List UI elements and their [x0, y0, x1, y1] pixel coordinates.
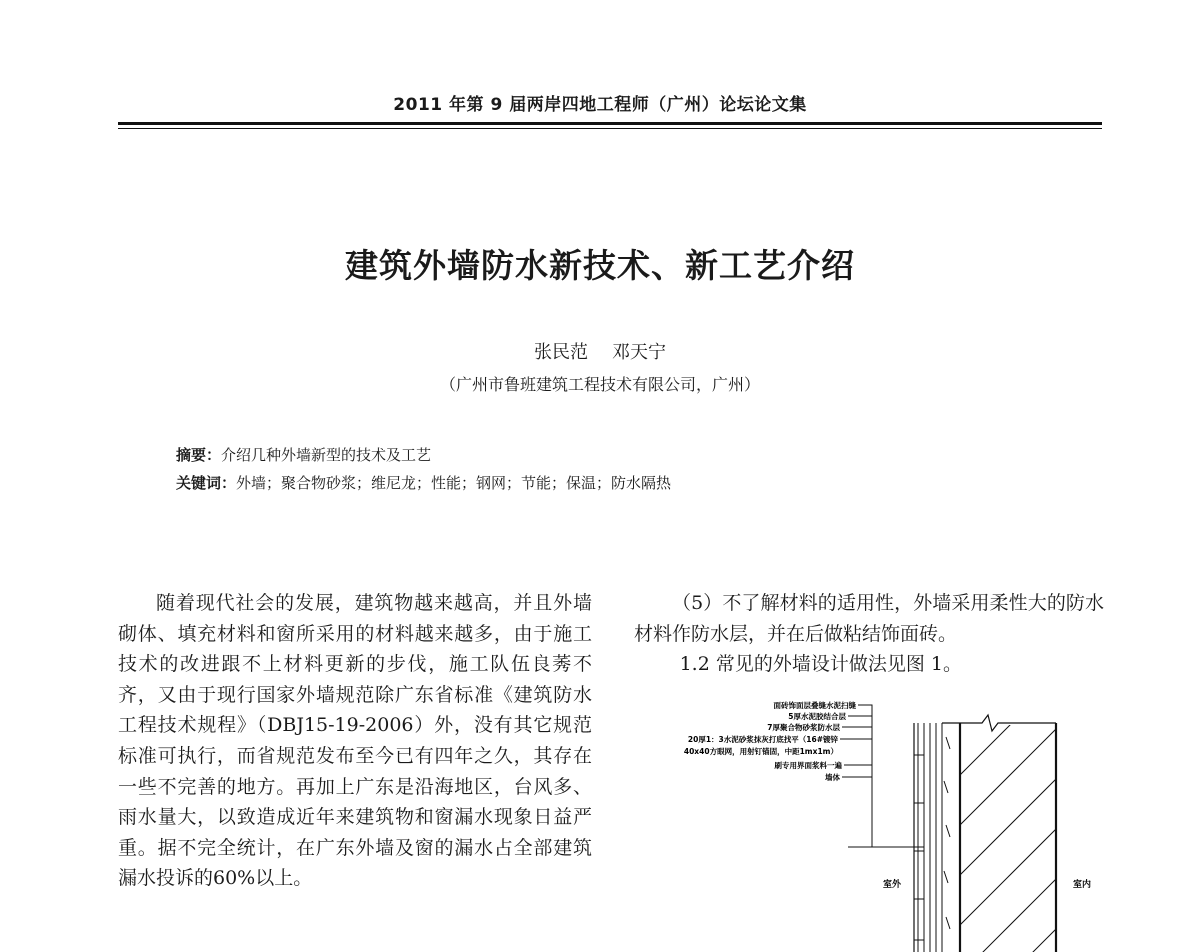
affiliation: （广州市鲁班建筑工程技术有限公司，广州）: [439, 375, 760, 394]
layer-label-7: 墙体: [825, 773, 840, 782]
header-rule-thick: [118, 122, 1102, 125]
inside-label: 室内: [1072, 880, 1092, 890]
wall-layer-lines: [914, 723, 1056, 952]
layer-label-4: 20厚1：3水泥砂浆抹灰打底找平（16#镀锌: [687, 735, 838, 744]
figure-1-wall-section: [630, 695, 1100, 952]
body-right-column: [634, 588, 1104, 680]
leader-lines: [840, 705, 924, 847]
layer-label-6: 刷专用界面浆料一遍: [774, 761, 842, 770]
wall-section-drawing: [630, 695, 1100, 952]
abstract-label: 摘要：: [176, 446, 222, 464]
section-heading-1-2: 1.2 常见的外墙设计做法见图 1。: [679, 653, 962, 676]
keywords: [176, 472, 671, 493]
paper-title: 建筑外墙防水新技术、新工艺介绍: [345, 246, 855, 285]
body-paragraph-intro: 随着现代社会的发展，建筑物越来越高，并且外墙砌体、填充材料和窗所采用的材料越来越多，由于施工技术的改进跟不上材料更新的步伐，施工队伍良莠不齐，又由于现行国家外墙规范除广东省标准《建筑防水工程技术规程》（DBJ15-19-2006）外，没有其它规范标准可执行，而省规范发布至今已有四年之久，其存在一些不完善的地方。再加上广东是沿海地区，台风多、雨水量大，以致造成近年来建筑物和窗漏水现象日益严重。据不完全统计，在广东外墙及窗的漏水占全部建筑漏水投诉的60%以上。: [118, 592, 592, 890]
body-paragraph-5: （5）不了解材料的适用性，外墙采用柔性大的防水材料作防水层，并在后做粘结饰面砖。: [634, 592, 1104, 645]
layer-label-5: 40x40方眼网，用射钉锚固，中距1mx1m）: [683, 747, 838, 756]
author-2: 邓天宁: [612, 342, 666, 363]
header-rule-thin: [118, 128, 1102, 129]
keywords-label: 关键词：: [176, 474, 237, 492]
abstract-text: 介绍几种外墙新型的技术及工艺: [221, 446, 432, 464]
mortar-dashes: [944, 737, 950, 929]
layer-label-3: 7厚聚合物砂浆防水层: [767, 723, 840, 732]
layer-label-1: 面砖饰面层叠缝水泥扫缝: [773, 701, 856, 710]
outside-label: 室外: [882, 880, 902, 890]
authors: [0, 338, 1200, 364]
running-header: 2011 年第 9 届两岸四地工程师（广州）论坛论文集: [393, 95, 807, 115]
author-1: 张民范: [534, 342, 588, 363]
layer-label-2: 5厚水泥胶结合层: [788, 712, 846, 721]
body-left-column: [118, 588, 592, 894]
wall-hatching: [960, 695, 1056, 952]
abstract: [176, 444, 431, 465]
keywords-text: 外墙；聚合物砂浆；维尼龙；性能；钢网；节能；保温；防水隔热: [236, 474, 672, 492]
